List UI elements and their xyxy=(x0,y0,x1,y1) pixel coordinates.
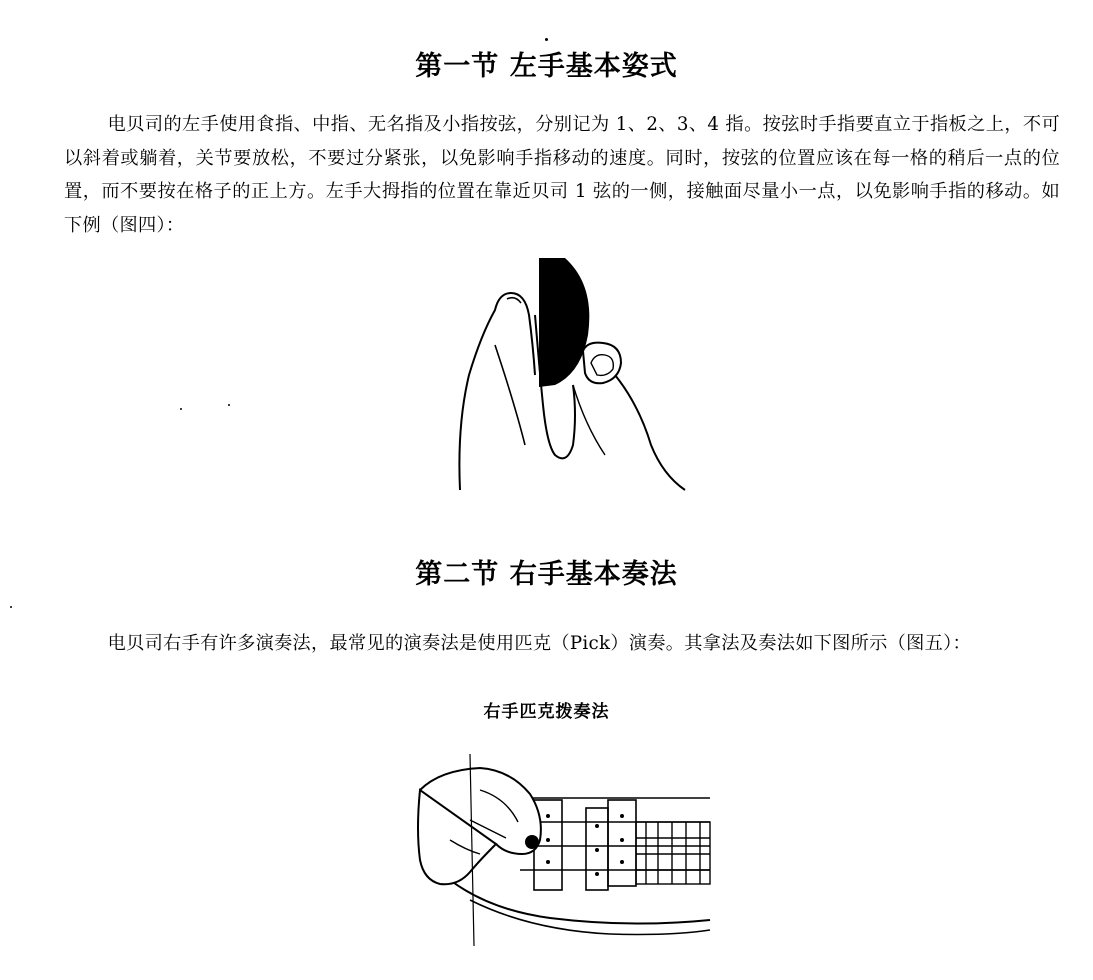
scan-speck xyxy=(545,38,548,41)
section1-paragraph: 电贝司的左手使用食指、中指、无名指及小指按弦，分别记为 1、2、3、4 指。按弦时手指要直立于指板之上，不可以斜着或躺着，关节要放松，不要过分紧张，以免影响手指移动的速度。同时，按弦的位置应该在每一格的稍后一点的位置，而不要按在格子的正上方。左手大拇指的位置在靠近贝司 1 弦的一侧，接触面尽量小一点，以免影响手指的移动。如下例（图四）： xyxy=(64,114,1060,236)
right-hand-pick-illustration xyxy=(410,750,720,950)
section1-heading: 第一节 左手基本姿式 xyxy=(415,51,678,82)
section2-heading: 第二节 右手基本奏法 xyxy=(415,559,678,590)
scan-speck xyxy=(228,404,230,406)
figure-caption: 右手匹克拨奏法 xyxy=(483,702,610,722)
pick-shape xyxy=(525,835,539,849)
fingertip-pad-shape xyxy=(539,258,589,387)
left-hand-thumb-illustration xyxy=(455,255,695,495)
section2-paragraph: 电贝司右手有许多演奏法，最常见的演奏法是使用匹克（Pick）演奏。其拿法及奏法如下图所示（图五）： xyxy=(107,633,971,654)
scan-speck xyxy=(10,606,12,608)
scan-speck xyxy=(180,408,182,410)
